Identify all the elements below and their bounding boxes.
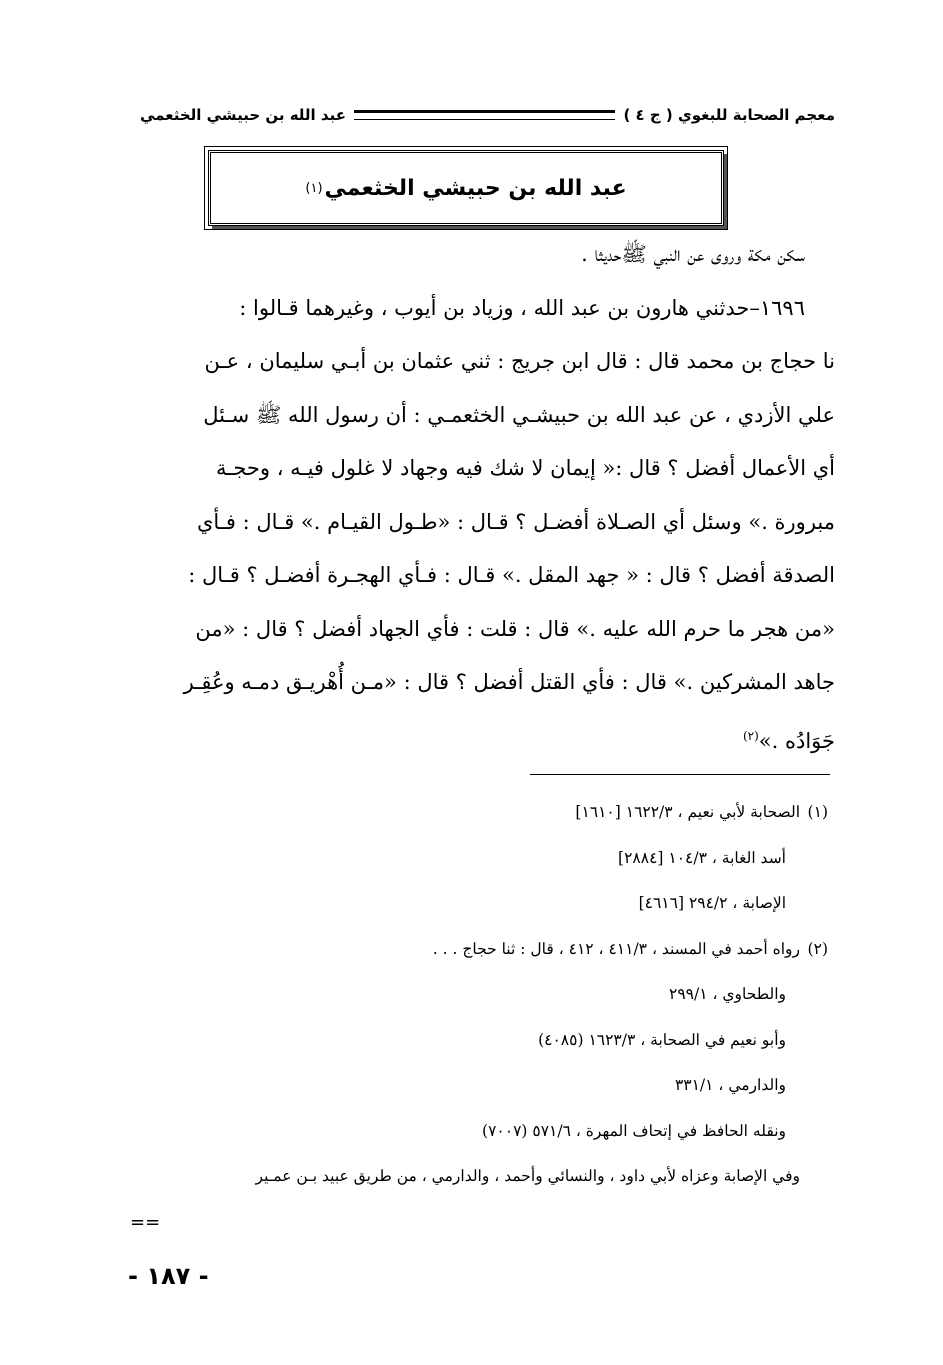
footnote-line [118,972,828,1018]
footnote-text: الصحابة لأبي نعيم ، ١٦٢٢/٣ [١٦١٠] [575,803,800,821]
body-line: مبرورة .» وسئل أي الصـلاة أفضـل ؟ قـال : «طـول القيـام .» قـال : فـأي [196,509,835,534]
body-footnote-marker: (٢) [742,728,759,743]
footnote-text: وفي الإصابة وعزاه لأبي داود ، والنسائي وأحمد ، والدارمي ، من طريق عبيد بـن عمـير [255,1167,800,1185]
body-line: علي الأزدي ، عن عبد الله بن حبيشـي الخثعمـي : أن رسول الله ﷺ سـئل [203,402,835,427]
entry-title: عبد الله بن حبيشي الخثعمي [324,175,627,201]
header-rule [354,110,615,120]
entry-title-box [208,150,724,226]
running-header [140,100,835,130]
body-line: جاهد المشركين .» قال : فأي القتل أفضل ؟ قال : «مـن أُهْريـق دمـه وعُقِـر [183,670,835,694]
body-line: نا حجاج بن محمد قال : قال ابن جريج : ثني عثمان بن أبـي سليمان ، عـن [204,349,835,373]
body-line: ١٦٩٦–حدثني هارون بن عبد الله ، وزياد بن أيوب ، وغيرهما قـالوا : [239,295,805,320]
footnote-text: والطحاوي ، ٢٩٩/١ [669,985,786,1003]
footnote-separator [530,774,830,775]
footnote-line [118,790,828,836]
body-line: سكن مكة وروى عن النبي ﷺحديثا . [581,242,805,266]
body-text [125,228,835,768]
title-footnote-marker: (١) [305,180,323,196]
footnotes [118,790,828,1200]
footnote-line [118,1063,828,1109]
body-last-text: جَوَادُه .» [758,728,835,753]
header-entry-title: عبد الله بن حبيشي الخثعمي [140,106,346,124]
footnote-text: رواه أحمد في المسند ، ٤١١/٣ ، ٤١٢ ، قال : ثنا حجاج . . . [432,939,800,958]
body-line-last [125,710,835,769]
footnote-text: أسد الغابة ، ١٠٤/٣ [٢٨٨٤] [618,848,786,867]
footnote-text: والدارمي ، ٣٣١/١ [674,1076,786,1094]
footnote-line [118,927,828,973]
footnote-line [118,1018,828,1064]
footnote-text: الإصابة ، ٢٩٤/٢ [٤٦١٦] [638,894,786,912]
footnote-line [118,836,828,882]
footnote-line [118,1109,828,1155]
footnote-number: (٢) [807,939,828,958]
continuation-mark: == [130,1212,161,1233]
header-book-title: معجم الصحابة للبغوي ( ج ٤ ) [623,106,835,124]
footnote-line [118,1154,828,1200]
footnote-text: وأبو نعيم في الصحابة ، ١٦٢٣/٣ (٤٠٨٥) [538,1030,786,1049]
body-line: أي الأعمال أفضل ؟ قال :« إيمان لا شك فيه وجهاد لا غلول فيـه ، وحجـة [215,456,835,480]
footnote-line [118,881,828,927]
body-line: «من هجر ما حرم الله عليه .» قال : قلت : فأي الجهاد أفضل ؟ قال : «من [195,616,835,641]
body-line: الصدقة أفضل ؟ قال : « جهد المقل .» قـال : فـأي الهجـرة أفضـل ؟ قـال : [188,563,835,587]
footnote-text: ونقله الحافظ في إتحاف المهرة ، ٥٧١/٦ (٧٠٠٧) [482,1121,786,1140]
footnote-number: (١) [807,803,828,821]
page-number: - ١٨٧ - [128,1262,209,1290]
